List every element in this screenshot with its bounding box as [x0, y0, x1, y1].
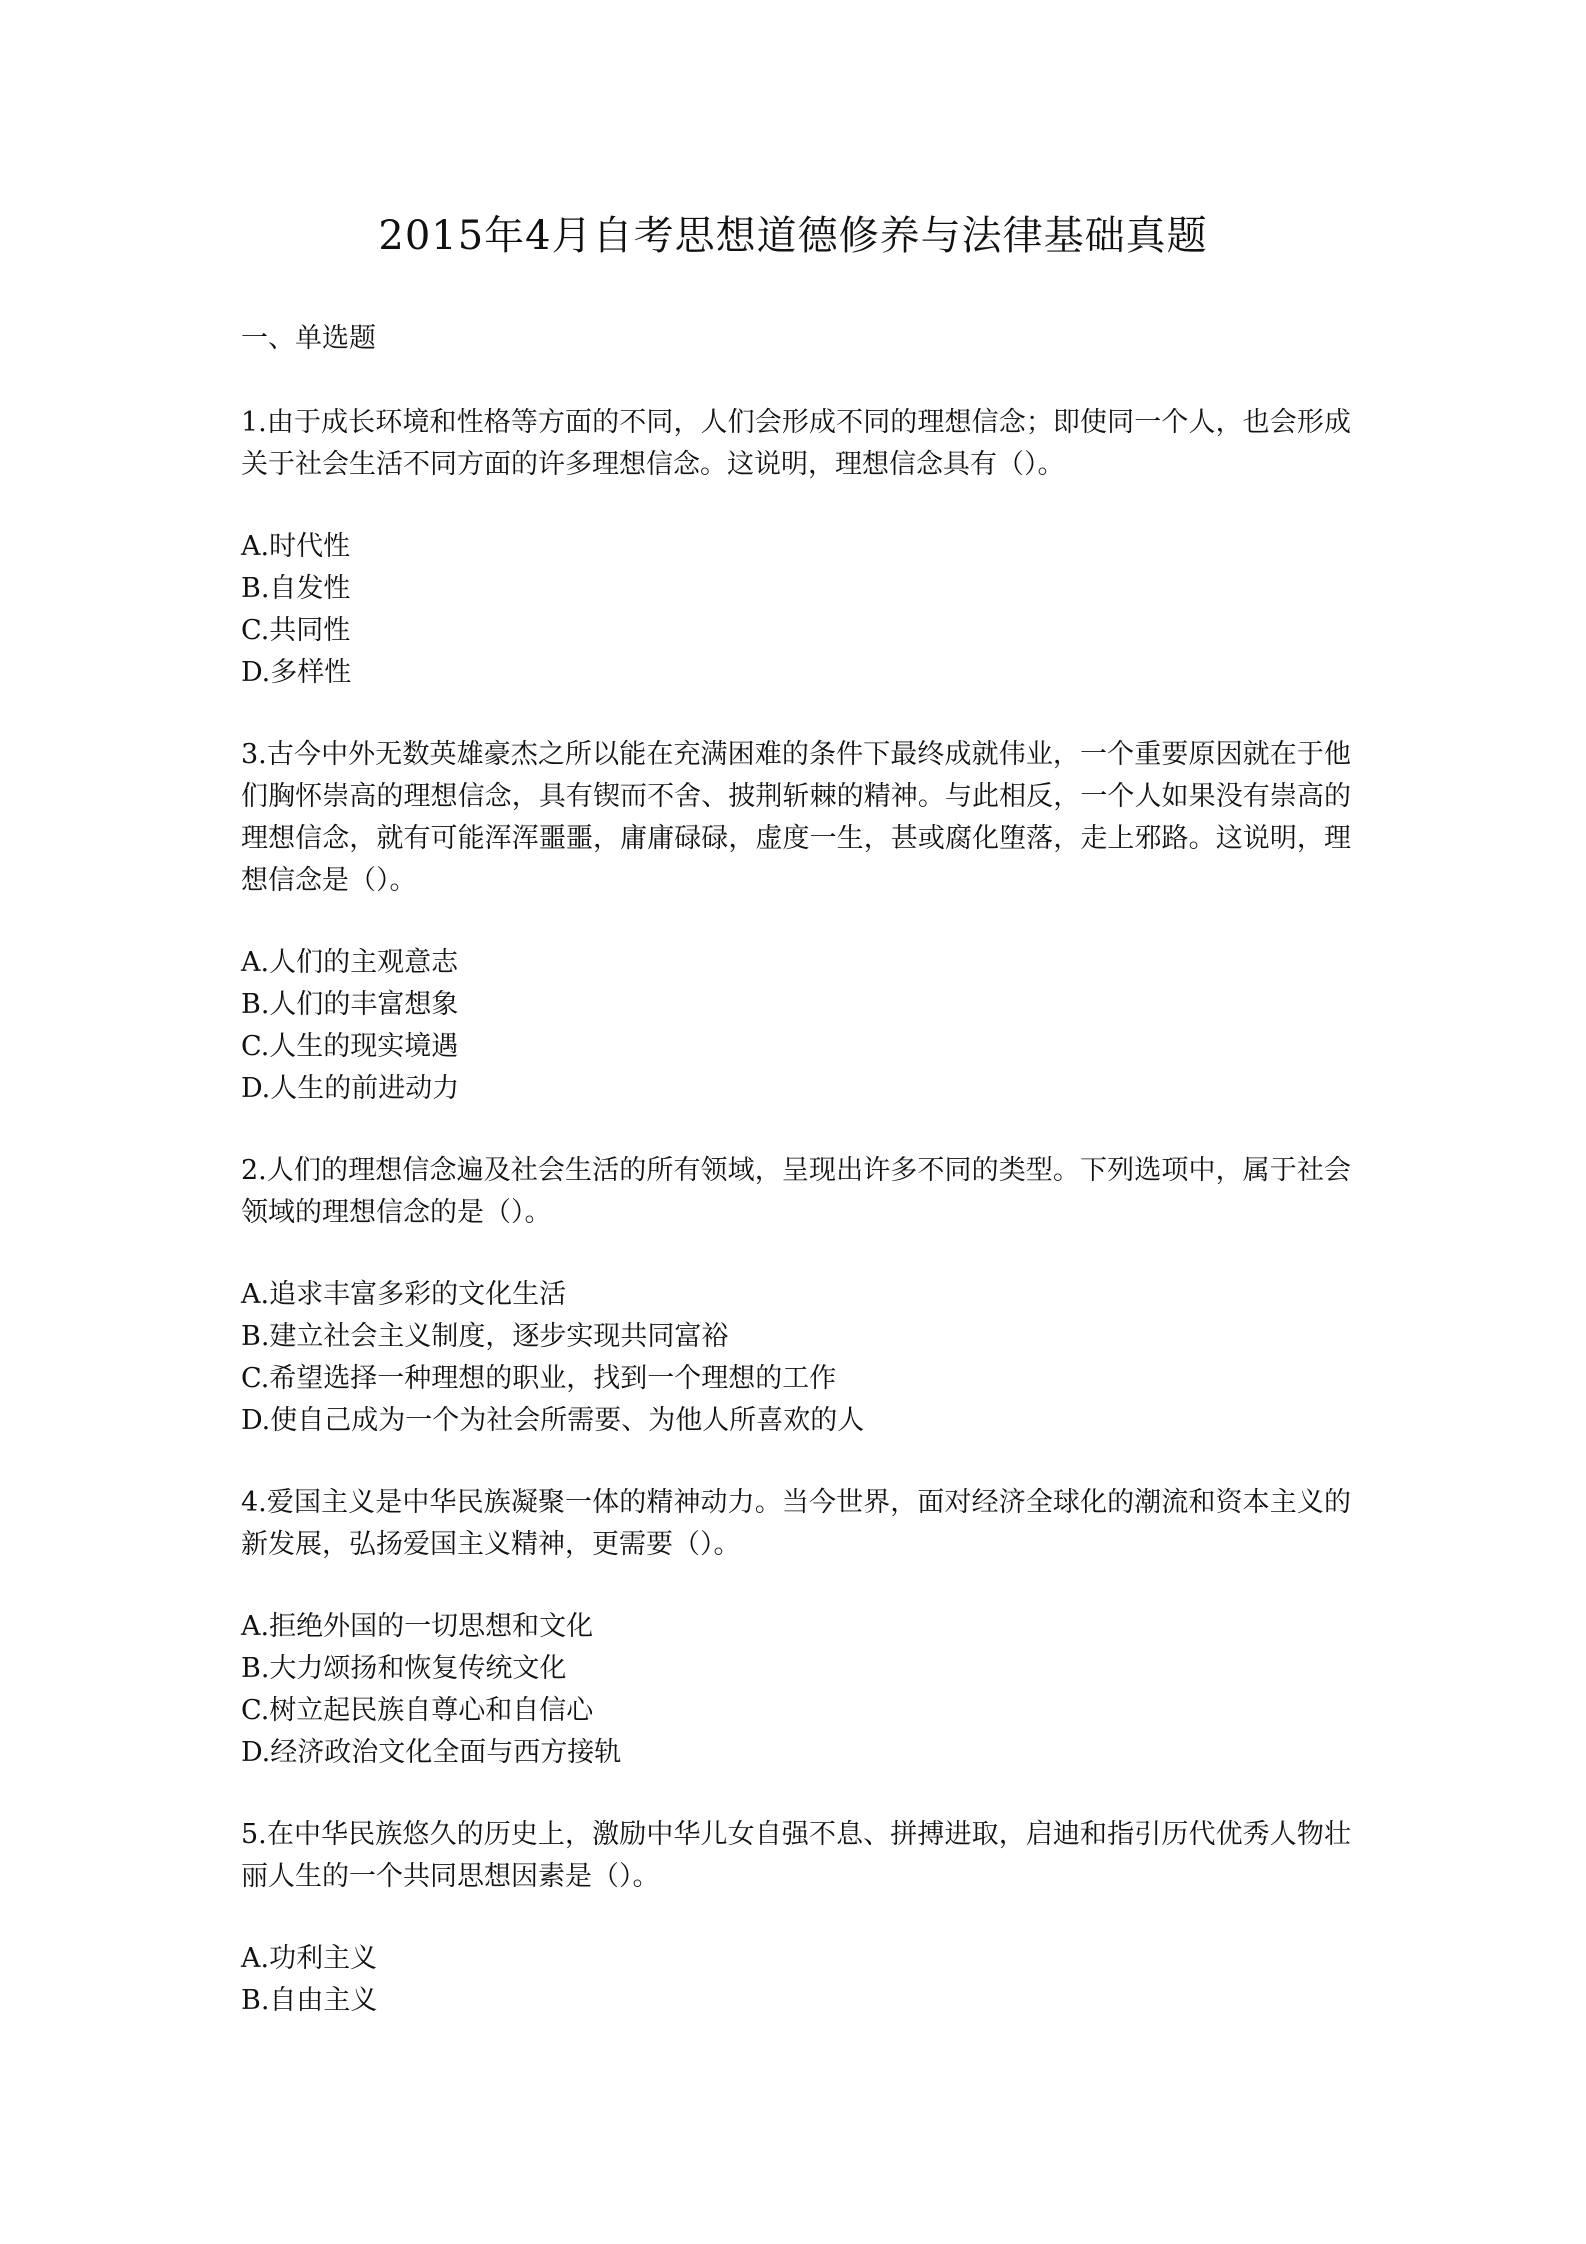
- option-d: D.多样性: [241, 657, 352, 688]
- option-d: D.经济政治文化全面与西方接轨: [241, 1737, 622, 1768]
- option-b: B.自发性: [241, 573, 351, 604]
- question-stem: 5.在中华民族悠久的历史上，激励中华儿女自强不息、拼搏进取，启迪和指引历代优秀人物壮丽人生的一个共同思想因素是（）。: [241, 1819, 1351, 1892]
- option-a: A.人们的主观意志: [241, 947, 459, 978]
- question-stem: 1.由于成长环境和性格等方面的不同，人们会形成不同的理想信念；即使同一个人，也会形成关于社会生活不同方面的许多理想信念。这说明，理想信念具有（）。: [241, 407, 1351, 480]
- question-stem: 3.古今中外无数英雄豪杰之所以能在充满困难的条件下最终成就伟业，一个重要原因就在于他们胸怀崇高的理想信念，具有锲而不舍、披荆斩棘的精神。与此相反，一个人如果没有崇高的理想信念，就有可能浑浑噩噩，庸庸碌碌，虚度一生，甚或腐化堕落，走上邪路。这说明，理想信念是（）。: [241, 739, 1351, 896]
- option-a: A.时代性: [241, 531, 351, 562]
- option-b: B.人们的丰富想象: [241, 989, 459, 1020]
- option-c: C.人生的现实境遇: [241, 1031, 459, 1062]
- document-title: 2015年4月自考思想道德修养与法律基础真题: [378, 213, 1208, 259]
- question-1: [241, 402, 1351, 694]
- option-a: A.拒绝外国的一切思想和文化: [241, 1611, 594, 1642]
- option-b: B.建立社会主义制度，逐步实现共同富裕: [241, 1321, 729, 1352]
- section-heading: 一、单选题: [241, 323, 376, 354]
- option-list: [241, 942, 1351, 1110]
- option-list: [241, 1938, 1351, 2022]
- question-2: [241, 1150, 1351, 1442]
- option-list: [241, 1606, 1351, 1774]
- option-a: A.追求丰富多彩的文化生活: [241, 1279, 567, 1310]
- option-b: B.自由主义: [241, 1985, 378, 2016]
- question-3: [241, 734, 1351, 1110]
- question-4: [241, 1482, 1351, 1774]
- option-d: D.人生的前进动力: [241, 1073, 460, 1104]
- option-list: [241, 1274, 1351, 1442]
- question-stem: 2.人们的理想信念遍及社会生活的所有领域，呈现出许多不同的类型。下列选项中，属于社会领域的理想信念的是（）。: [241, 1155, 1351, 1228]
- document-body: [241, 318, 1351, 2062]
- question-5: [241, 1814, 1351, 2022]
- option-a: A.功利主义: [241, 1943, 378, 1974]
- option-c: C.共同性: [241, 615, 351, 646]
- option-list: [241, 526, 1351, 694]
- option-b: B.大力颂扬和恢复传统文化: [241, 1653, 567, 1684]
- option-c: C.希望选择一种理想的职业，找到一个理想的工作: [241, 1363, 837, 1394]
- question-stem: 4.爱国主义是中华民族凝聚一体的精神动力。当今世界，面对经济全球化的潮流和资本主义的新发展，弘扬爱国主义精神，更需要（）。: [241, 1487, 1351, 1560]
- option-d: D.使自己成为一个为社会所需要、为他人所喜欢的人: [241, 1405, 865, 1436]
- option-c: C.树立起民族自尊心和自信心: [241, 1695, 594, 1726]
